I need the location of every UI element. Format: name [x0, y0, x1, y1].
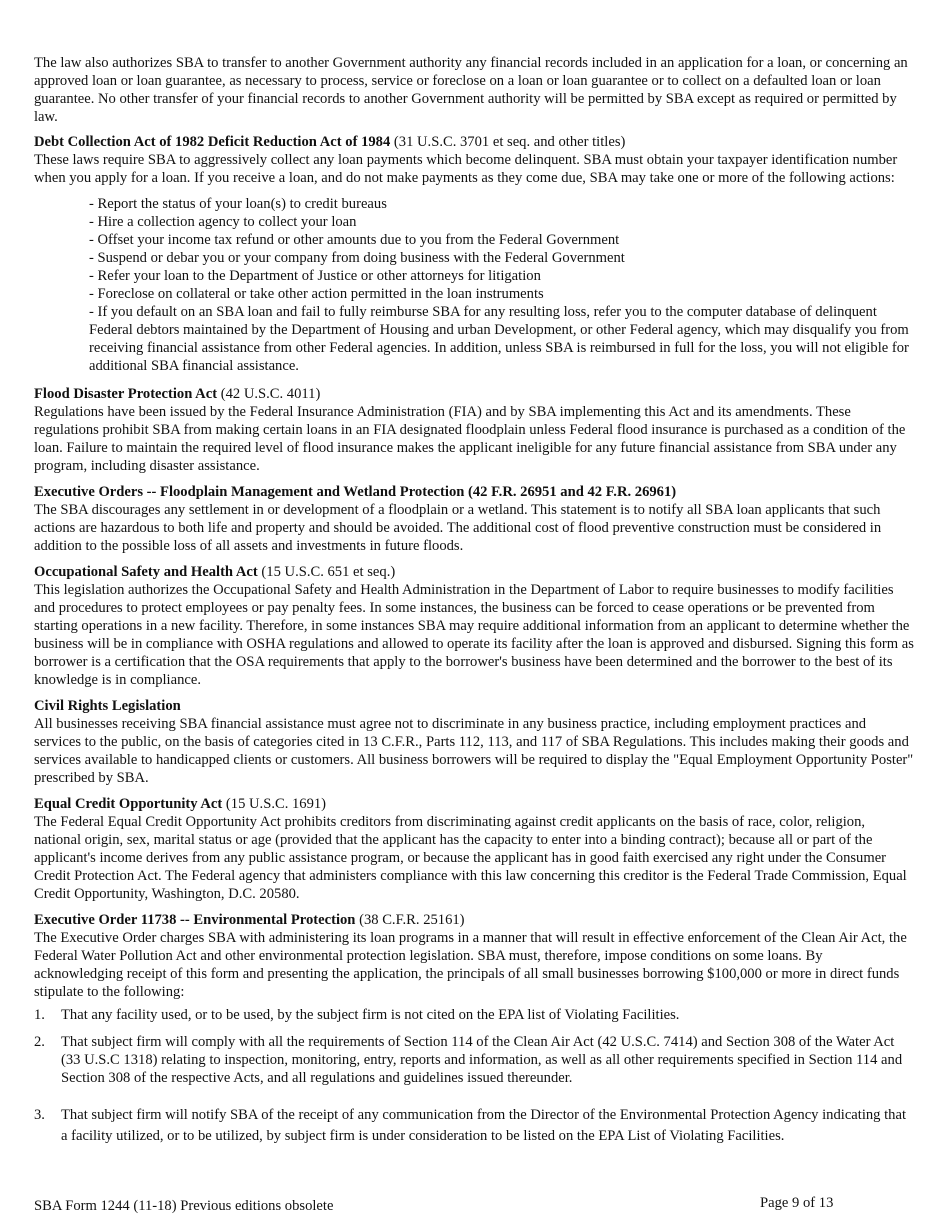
civil-rights-heading: Civil Rights Legislation: [34, 698, 181, 714]
ecoa-heading-line: [34, 795, 914, 813]
env-body: The Executive Order charges SBA with administering its loan programs in a manner that will result in effective enforcement of the Clean Air Act, the Federal Water Pollution Act and other environmental protection legislation. SBA must, therefore, impose conditions on some loans. By acknowledging receipt of this form and presenting the application, the principals of all small businesses borrowing $100,000 or more in direct funds stipulate to the following:: [34, 930, 907, 1000]
list-item: - Report the status of your loan(s) to credit bureaus: [89, 196, 387, 212]
footer-page-number: Page 9 of 13: [760, 1195, 834, 1211]
environmental-section: [34, 911, 914, 1147]
intro-paragraph: The law also authorizes SBA to transfer to another Government authority any financial records included in an application for a loan, or concerning an approved loan or loan guarantee, as necessary to process, service or foreclose on a loan or loan guarantee or to collect on a defaulted loan or loan guarantee. No other transfer of your financial records to another Government authority will be permitted by SBA except as required or permitted by law.: [34, 55, 908, 125]
list-item: [34, 1006, 914, 1024]
footer-form-id: SBA Form 1244 (11-18) Previous editions obsolete: [34, 1198, 334, 1214]
osha-heading: Occupational Safety and Health Act: [34, 564, 258, 580]
env-heading: Executive Order 11738 -- Environmental Protection: [34, 912, 356, 928]
equal-credit-section: [34, 795, 914, 903]
osha-citation: (15 U.S.C. 651 et seq.): [257, 564, 396, 580]
osha-section: [34, 563, 914, 689]
list-text: That subject firm will comply with all the requirements of Section 114 of the Clean Air Act (42 U.S.C. 7414) and Section 308 of the Water Act (33 U.S.C 1318) relating to inspection, monitoring, entry, reports and information, as well as all other requirements specified in Section 114 and Section 308 of the respective Acts, and all regulations and guidelines issued thereunder.: [61, 1034, 903, 1086]
list-number: 3.: [34, 1107, 45, 1123]
osha-body: This legislation authorizes the Occupational Safety and Health Administration in the Department of Labor to require businesses to modify facilities and procedures to protect employees or pay penalty fees. In some instances, the business can be forced to cease operations or be prevented from starting operations in a new facility. Therefore, in some instances SBA may require additional information from an applicant to determine whether the business will be in compliance with OSHA regulations and allowed to operate its facility after the loan is approved and disbursed. Signing this form as borrower is a certification that the OSA requirements that apply to the borrower's business have been determined and the borrower to the best of its knowledge is in compliance.: [34, 582, 914, 688]
ecoa-heading: Equal Credit Opportunity Act: [34, 796, 223, 812]
flood-heading-line: [34, 385, 914, 403]
debt-collection-citation: (31 U.S.C. 3701 et seq. and other titles): [390, 134, 626, 150]
collection-actions-list: [89, 195, 914, 375]
list-text: That any facility used, or to be used, by the subject firm is not cited on the EPA list of Violating Facilities.: [61, 1007, 680, 1023]
stipulations-list: [34, 1006, 914, 1147]
debt-collection-section: [34, 133, 914, 375]
list-item: - Refer your loan to the Department of Justice or other attorneys for litigation: [89, 268, 541, 284]
civil-rights-section: [34, 697, 914, 787]
flood-citation: (42 U.S.C. 4011): [217, 386, 321, 402]
list-item: - Suspend or debar you or your company from doing business with the Federal Government: [89, 250, 625, 266]
floodplain-heading: Executive Orders -- Floodplain Management and Wetland Protection (42 F.R. 26951 and 42 F.R. 26961): [34, 484, 677, 500]
ecoa-citation: (15 U.S.C. 1691): [222, 796, 327, 812]
flood-disaster-section: [34, 385, 914, 475]
civil-rights-body: All businesses receiving SBA financial assistance must agree not to discriminate in any business practice, including employment practices and services to the public, on the basis of categories cited in 13 C.F.R., Parts 112, 113, and 117 of SBA Regulations. This includes making their goods and services available to handicapped clients or customers. All business borrowers will be required to display the "Equal Employment Opportunity Poster" prescribed by SBA.: [34, 716, 914, 786]
document-page: [34, 54, 914, 1147]
list-item: [34, 1105, 914, 1147]
floodplain-section: [34, 483, 914, 555]
ecoa-body: The Federal Equal Credit Opportunity Act prohibits creditors from discriminating against credit applicants on the basis of race, color, religion, national origin, sex, marital status or age (provided that the applicant has the capacity to enter into a binding contract); because all or part of the applicant's income derives from any public assistance program, or because the applicant has in good faith exercised any right under the Consumer Credit Protection Act. The Federal agency that administers compliance with this law concerning this creditor is the Federal Trade Commission, Equal Credit Opportunity, Washington, D.C. 20580.: [34, 814, 907, 902]
debt-collection-body: These laws require SBA to aggressively collect any loan payments which become delinquent. SBA must obtain your taxpayer identification number when you apply for a loan. If you receive a loan, and do not make payments as they come due, SBA may take one or more of the following actions:: [34, 152, 898, 186]
osha-heading-line: [34, 563, 914, 581]
list-item: - Foreclose on collateral or take other action permitted in the loan instruments: [89, 286, 544, 302]
debt-collection-heading: Debt Collection Act of 1982 Deficit Reduction Act of 1984: [34, 134, 391, 150]
floodplain-body: The SBA discourages any settlement in or development of a floodplain or a wetland. This statement is to notify all SBA loan applicants that such actions are hazardous to both life and property and should be avoided. The additional cost of flood preventive construction must be considered in addition to the possible loss of all assets and investments in future floods.: [34, 502, 882, 554]
flood-heading: Flood Disaster Protection Act: [34, 386, 218, 402]
list-item: - Hire a collection agency to collect your loan: [89, 214, 357, 230]
list-number: 2.: [34, 1034, 45, 1050]
flood-body: Regulations have been issued by the Federal Insurance Administration (FIA) and by SBA implementing this Act and its amendments. These regulations prohibit SBA from making certain loans in an FIA designated floodplain unless Federal flood insurance is purchased as a condition of the loan. Failure to maintain the required level of flood insurance makes the applicant ineligible for any future financial assistance from SBA under any program, including disaster assistance.: [34, 404, 906, 474]
list-number: 1.: [34, 1007, 45, 1023]
debt-collection-heading-line: [34, 133, 914, 151]
env-citation: (38 C.F.R. 25161): [355, 912, 465, 928]
list-text: That subject firm will notify SBA of the receipt of any communication from the Director of the Environmental Protection Agency indicating that a facility utilized, or to be utilized, by subject firm is under consideration to be listed on the EPA List of Violating Facilities.: [61, 1107, 907, 1144]
list-item: - If you default on an SBA loan and fail to fully reimburse SBA for any resulting loss, refer you to the computer database of delinquent Federal debtors maintained by the Department of Housing and urban Development, or other Federal agency, which may disqualify you from receiving financial assistance from other Federal agencies. In addition, unless SBA is reimbursed in full for the loss, you will not eligible for additional SBA financial assistance.: [89, 304, 909, 374]
env-heading-line: [34, 911, 914, 929]
list-item: [34, 1033, 914, 1087]
list-item: - Offset your income tax refund or other amounts due to you from the Federal Government: [89, 232, 620, 248]
